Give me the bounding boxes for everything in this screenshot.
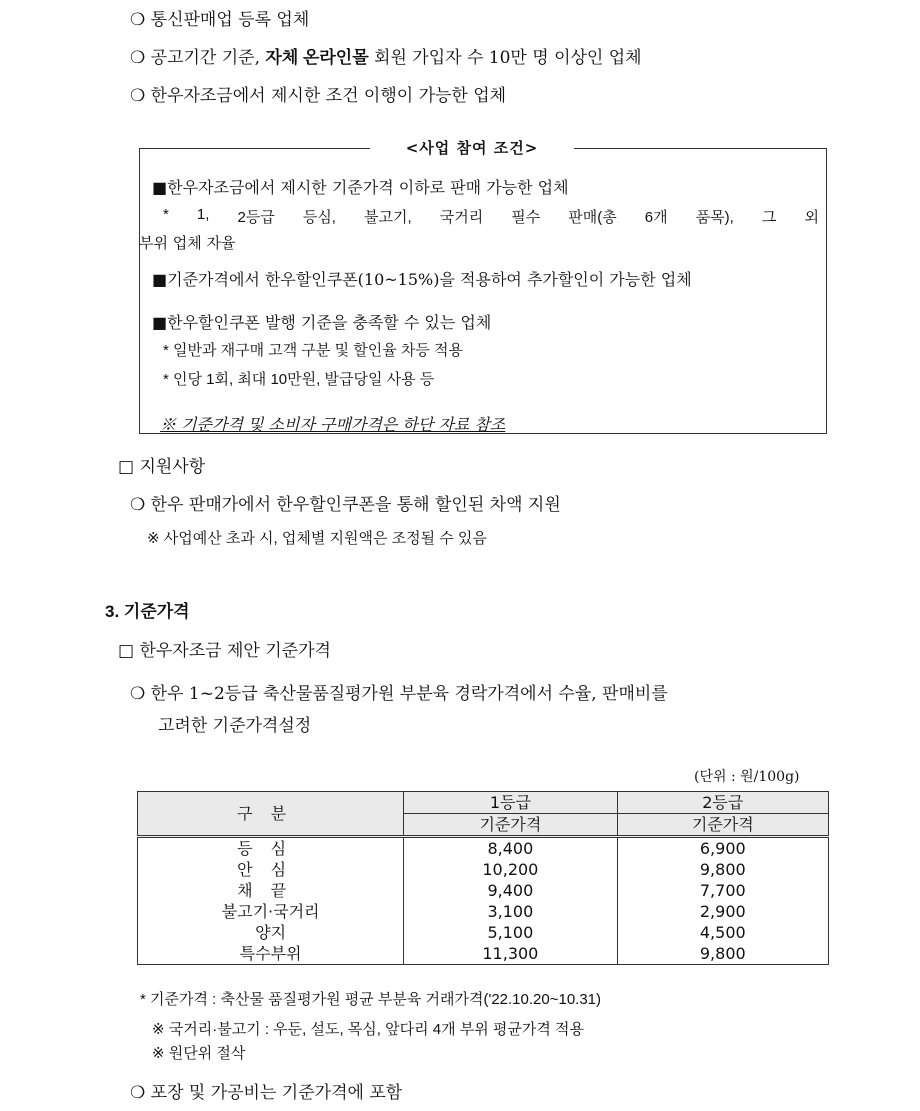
- row-name: 등심: [138, 837, 404, 860]
- item-mail-order: ❍ 통신판매업 등록 업체: [130, 10, 310, 30]
- row-grade-2: 4,500: [617, 922, 828, 943]
- table-row: [138, 837, 829, 860]
- section-3-item-line-2: 고려한 기준가격설정: [158, 716, 312, 736]
- header-price-2: 기준가격: [617, 814, 828, 837]
- note-word: 필수: [511, 209, 541, 226]
- item-members: [130, 43, 642, 68]
- note-2: ※ 원단위 절삭: [152, 1045, 246, 1062]
- table-header-row: [138, 792, 829, 814]
- item-members-suffix: 회원 가입자 수 10만 명 이상인 업체: [368, 48, 642, 68]
- condition-3-note-1: * 일반과 재구매 고객 구분 및 할인율 차등 적용: [163, 342, 463, 359]
- header-gubun: 구분: [138, 792, 404, 837]
- row-grade-1: 9,400: [404, 880, 617, 901]
- note-word: 등심,: [302, 209, 336, 226]
- conditions-title: <사업 참여 조건>: [370, 136, 574, 160]
- condition-2: ■기준가격에서 한우할인쿠폰(10~15%)을 적용하여 추가할인이 가능한 업체: [152, 270, 692, 289]
- note-word: 그: [761, 209, 777, 226]
- condition-3: ■한우할인쿠폰 발행 기준을 충족할 수 있는 업체: [152, 313, 492, 332]
- row-name: 양지: [138, 922, 404, 943]
- note-word: 품목),: [695, 209, 734, 226]
- note-word: 2등급: [237, 209, 275, 226]
- section-3-title: 3. 기준가격: [105, 602, 190, 621]
- header-price-1: 기준가격: [404, 814, 617, 837]
- table-row: [138, 922, 829, 943]
- condition-1: ■한우자조금에서 제시한 기준가격 이하로 판매 가능한 업체: [152, 178, 569, 197]
- note-word: *: [163, 206, 169, 223]
- note-word: 국거리: [439, 209, 484, 226]
- row-grade-2: 6,900: [617, 837, 828, 860]
- condition-1-note-cont: 부위 업체 자율: [139, 234, 236, 252]
- condition-1-note: [163, 206, 819, 227]
- note-word: 1,: [196, 206, 210, 223]
- note-word: 판매(총: [568, 209, 617, 226]
- section-3-subheading: □ 한우자조금 제안 기준가격: [118, 641, 331, 661]
- row-grade-1: 11,300: [404, 943, 617, 965]
- row-name: 채끝: [138, 880, 404, 901]
- row-grade-2: 7,700: [617, 880, 828, 901]
- row-grade-1: 3,100: [404, 901, 617, 922]
- note-word: 외: [804, 209, 819, 226]
- item-members-bold: 자체 온라인몰: [265, 48, 369, 67]
- item-members-prefix: ❍ 공고기간 기준,: [130, 48, 266, 68]
- section-3-item-line-1: ❍ 한우 1~2등급 축산물품질평가원 부분육 경락가격에서 수율, 판매비를: [130, 684, 668, 704]
- row-grade-1: 5,100: [404, 922, 617, 943]
- row-name: 안심: [138, 859, 404, 880]
- row-grade-1: 8,400: [404, 837, 617, 860]
- table-row: [138, 859, 829, 880]
- support-item: ❍ 한우 판매가에서 한우할인쿠폰을 통해 할인된 차액 지원: [130, 495, 561, 515]
- last-item: ❍ 포장 및 가공비는 기준가격에 포함: [130, 1083, 403, 1103]
- conditions-footnote: ※ 기준가격 및 소비자 구매가격은 하단 자료 참조: [160, 415, 506, 434]
- condition-3-note-2: * 인당 1회, 최대 10만원, 발급당일 사용 등: [163, 371, 435, 388]
- table-unit: (단위 : 원/100g): [694, 769, 800, 785]
- note-word: 6개: [644, 209, 668, 226]
- header-grade-1: 1등급: [404, 792, 617, 814]
- row-grade-2: 2,900: [617, 901, 828, 922]
- row-grade-2: 9,800: [617, 943, 828, 965]
- support-heading: □ 지원사항: [118, 457, 206, 477]
- table-row: [138, 880, 829, 901]
- header-grade-2: 2등급: [617, 792, 828, 814]
- support-note: ※ 사업예산 초과 시, 업체별 지원액은 조정될 수 있음: [147, 530, 487, 547]
- item-conditions: ❍ 한우자조금에서 제시한 조건 이행이 가능한 업체: [130, 86, 507, 106]
- note-word: 불고기,: [364, 209, 412, 226]
- row-grade-2: 9,800: [617, 859, 828, 880]
- table-row: [138, 943, 829, 965]
- note-1: ※ 국거리·불고기 : 우둔, 설도, 목심, 앞다리 4개 부위 평균가격 적용: [152, 1021, 585, 1038]
- table-footnote: * 기준가격 : 축산물 품질평가원 평균 부분육 거래가격('22.10.20~10.31): [140, 991, 602, 1008]
- price-table: [137, 791, 829, 965]
- row-name: 특수부위: [138, 943, 404, 965]
- row-grade-1: 10,200: [404, 859, 617, 880]
- row-name: 불고기·국거리: [138, 901, 404, 922]
- table-row: [138, 901, 829, 922]
